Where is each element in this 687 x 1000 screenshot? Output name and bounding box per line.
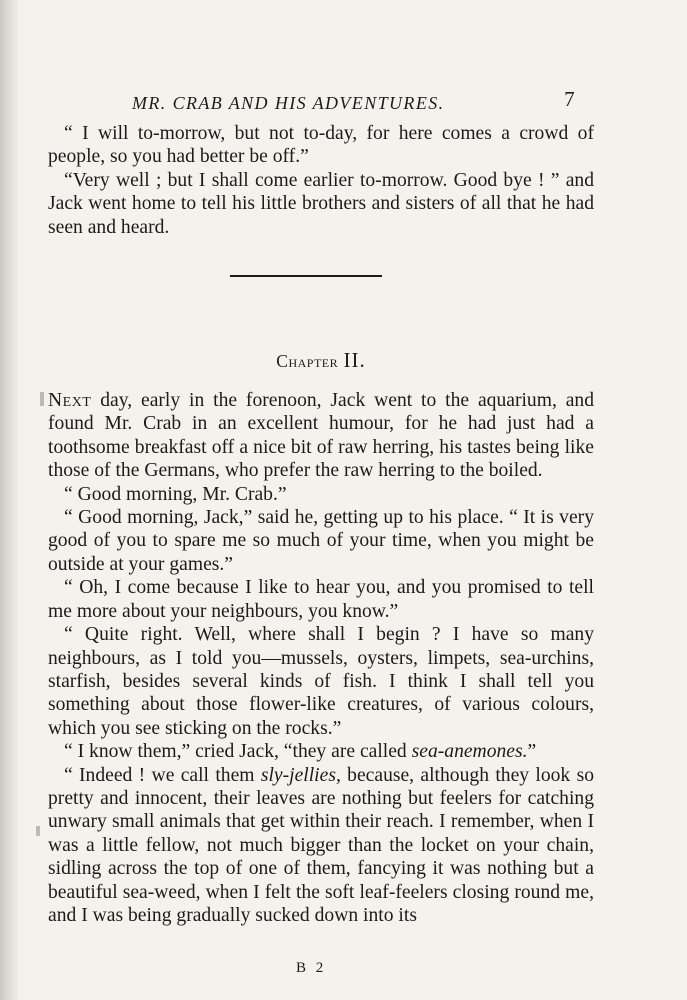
text-run: because, although they look so pretty and innocent, their leaves are nothing but feelers for catching unwary small animals that get within their reach. I remember, when I was a little fellow, not much bigger than the locket on your chain, sidling across the top of one of them, fancying it was nothing but a beautiful sea-weed, when I felt the soft leaf-feelers closing round me, and I was being gradually sucked down into its — [48, 764, 594, 926]
opening-small-caps: Next — [48, 390, 92, 412]
signature-mark: B 2 — [296, 960, 327, 976]
book-spine-shadow — [0, 0, 18, 1000]
running-head — [48, 86, 594, 122]
text-run: “ Indeed ! we call them — [64, 764, 261, 786]
paragraph: “Very well ; but I shall come earlier to-morrow. Good bye ! ” and Jack went home to tell his little brothers and sisters of all that he had seen and heard. — [48, 169, 594, 238]
italic-term: sea-anemones. — [411, 741, 528, 763]
opening-text: day, early in the forenoon, Jack went to the aquarium, and found Mr. Crab in an excellent humour, for he had just had a toothsome breakfast off a nice bit of raw herring, his tastes being like those of the Germans, who prefer the raw herring to the boiled. — [48, 390, 594, 482]
paragraph — [48, 740, 594, 763]
chapter-opening-paragraph — [48, 389, 594, 483]
text-run: “ I know them,” cried Jack, “they are called — [64, 741, 412, 763]
chapter-heading — [48, 331, 594, 389]
book-page — [48, 86, 594, 927]
divider-rule — [230, 275, 382, 277]
paragraph: “ Good morning, Jack,” said he, getting up to his place. “ It is very good of you to spare me so much of your time, when you might be outside at your games.” — [48, 507, 594, 575]
section-divider — [48, 239, 594, 331]
margin-speck — [36, 826, 40, 836]
paragraph: “ Oh, I come because I like to hear you, and you promised to tell me more about your neighbours, you know.” — [48, 577, 594, 622]
paragraph: “ Good morning, Mr. Crab.” — [64, 483, 287, 505]
italic-term: sly-jellies, — [260, 764, 341, 786]
paragraph: “ Quite right. Well, where shall I begin ? I have so many neighbours, as I told you—mussels, oysters, limpets, sea-urchins, starfish, besides several kinds of fish. I think I shall tell you something about those flower-like creatures, of various colours, which you see sticking on the rocks.” — [48, 624, 594, 739]
running-title: MR. CRAB AND HIS ADVENTURES. — [132, 93, 445, 113]
paragraph: “ I will to-morrow, but not to-day, for here comes a crowd of people, so you had better be off.” — [48, 123, 594, 168]
paragraph — [48, 764, 594, 928]
chapter-word: Chapter — [276, 351, 339, 372]
text-run: ” — [527, 741, 537, 763]
page-number: 7 — [564, 87, 576, 111]
margin-speck — [40, 392, 44, 406]
chapter-numeral: II. — [343, 348, 366, 373]
